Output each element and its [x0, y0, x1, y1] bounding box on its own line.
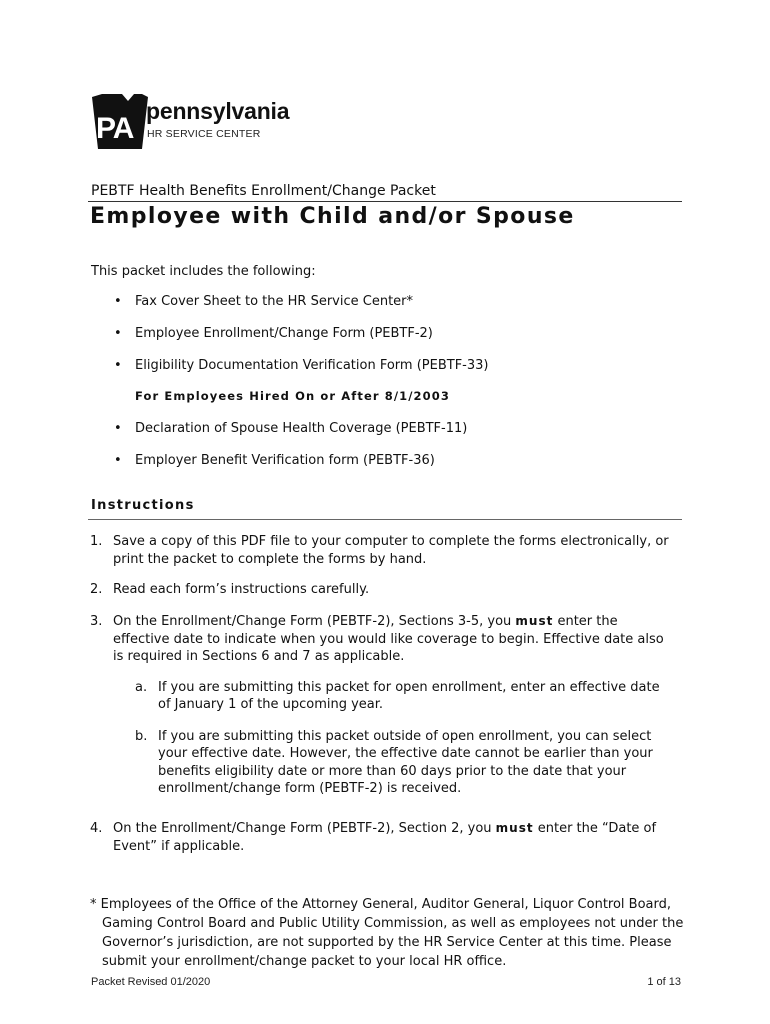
- item-text-pre: On the Enrollment/Change Form (PEBTF-2), Sections 3-5, you: [113, 614, 516, 629]
- sub-item-letter: a.: [135, 679, 148, 695]
- item-text-post: enter the “Date of Event” if applicable.: [113, 821, 657, 854]
- emphasis-must: must: [495, 821, 534, 835]
- page-number: 1 of 13: [647, 976, 681, 988]
- page-title: Employee with Child and/or Spouse: [90, 204, 575, 229]
- sub-instruction-item: [135, 728, 670, 798]
- packet-contents-list: [114, 293, 488, 389]
- item-number: 4.: [90, 821, 103, 836]
- instructions-heading: Instructions: [91, 498, 195, 513]
- list-item: • Employee Enrollment/Change Form (PEBTF-2): [114, 325, 488, 357]
- list-item: • Fax Cover Sheet to the HR Service Center*: [114, 293, 488, 325]
- logo-wordmark: pennsylvania: [146, 98, 290, 124]
- item-number: 1.: [90, 534, 103, 549]
- packet-title: PEBTF Health Benefits Enrollment/Change Packet: [91, 183, 436, 199]
- instructions-list: [90, 533, 670, 855]
- instruction-item: [90, 581, 670, 613]
- instruction-item: [90, 613, 670, 820]
- logo-pa-text: PA: [96, 112, 134, 145]
- item-text-pre: On the Enrollment/Change Form (PEBTF-2), Section 2, you: [113, 821, 496, 836]
- revision-date: Packet Revised 01/2020: [91, 976, 211, 988]
- emphasis-must: must: [515, 614, 554, 628]
- item-number: 2.: [90, 582, 103, 597]
- item-text: Read each form’s instructions carefully.: [113, 582, 370, 597]
- additional-forms-list: [114, 420, 467, 484]
- instruction-item: [90, 533, 670, 581]
- sub-instruction-item: [135, 679, 670, 728]
- logo-subtitle: HR SERVICE CENTER: [147, 128, 261, 140]
- sub-item-letter: b.: [135, 728, 148, 744]
- footnote: * Employees of the Office of the Attorney General, Auditor General, Liquor Control Board, Gaming Control Board and Public Utility Commission, as well as employees not under the Governor’s jurisdiction, are not supported by the HR Service Center at this time. Please submit your enrollment/change packet to your local HR office.: [90, 897, 684, 969]
- hired-after-heading: For Employees Hired On or After 8/1/2003: [135, 389, 450, 403]
- intro-text: This packet includes the following:: [91, 264, 316, 279]
- instructions-divider: [88, 519, 682, 520]
- title-divider: [88, 201, 682, 202]
- item-text: Save a copy of this PDF file to your computer to complete the forms electronically, or print the packet to complete the forms by hand.: [113, 534, 669, 567]
- sub-instructions-list: [113, 679, 670, 798]
- sub-item-text: If you are submitting this packet for open enrollment, enter an effective date of January 1 of the upcoming year.: [158, 679, 660, 712]
- item-text-post: enter the effective date to indicate when you would like coverage to begin. Effective date also is required in Sections 6 and 7 as applicable.: [113, 614, 664, 664]
- list-item: • Eligibility Documentation Verification Form (PEBTF-33): [114, 357, 488, 389]
- sub-item-text: If you are submitting this packet outside of open enrollment, you can select your effective date. However, the effective date cannot be earlier than your benefits eligibility date or more than 60 days prior to the date that your enrollment/change form (PEBTF-2) is received.: [158, 728, 653, 796]
- instruction-item: [90, 820, 670, 855]
- list-item: • Declaration of Spouse Health Coverage (PEBTF-11): [114, 420, 467, 452]
- item-number: 3.: [90, 614, 103, 629]
- list-item: • Employer Benefit Verification form (PEBTF-36): [114, 452, 467, 484]
